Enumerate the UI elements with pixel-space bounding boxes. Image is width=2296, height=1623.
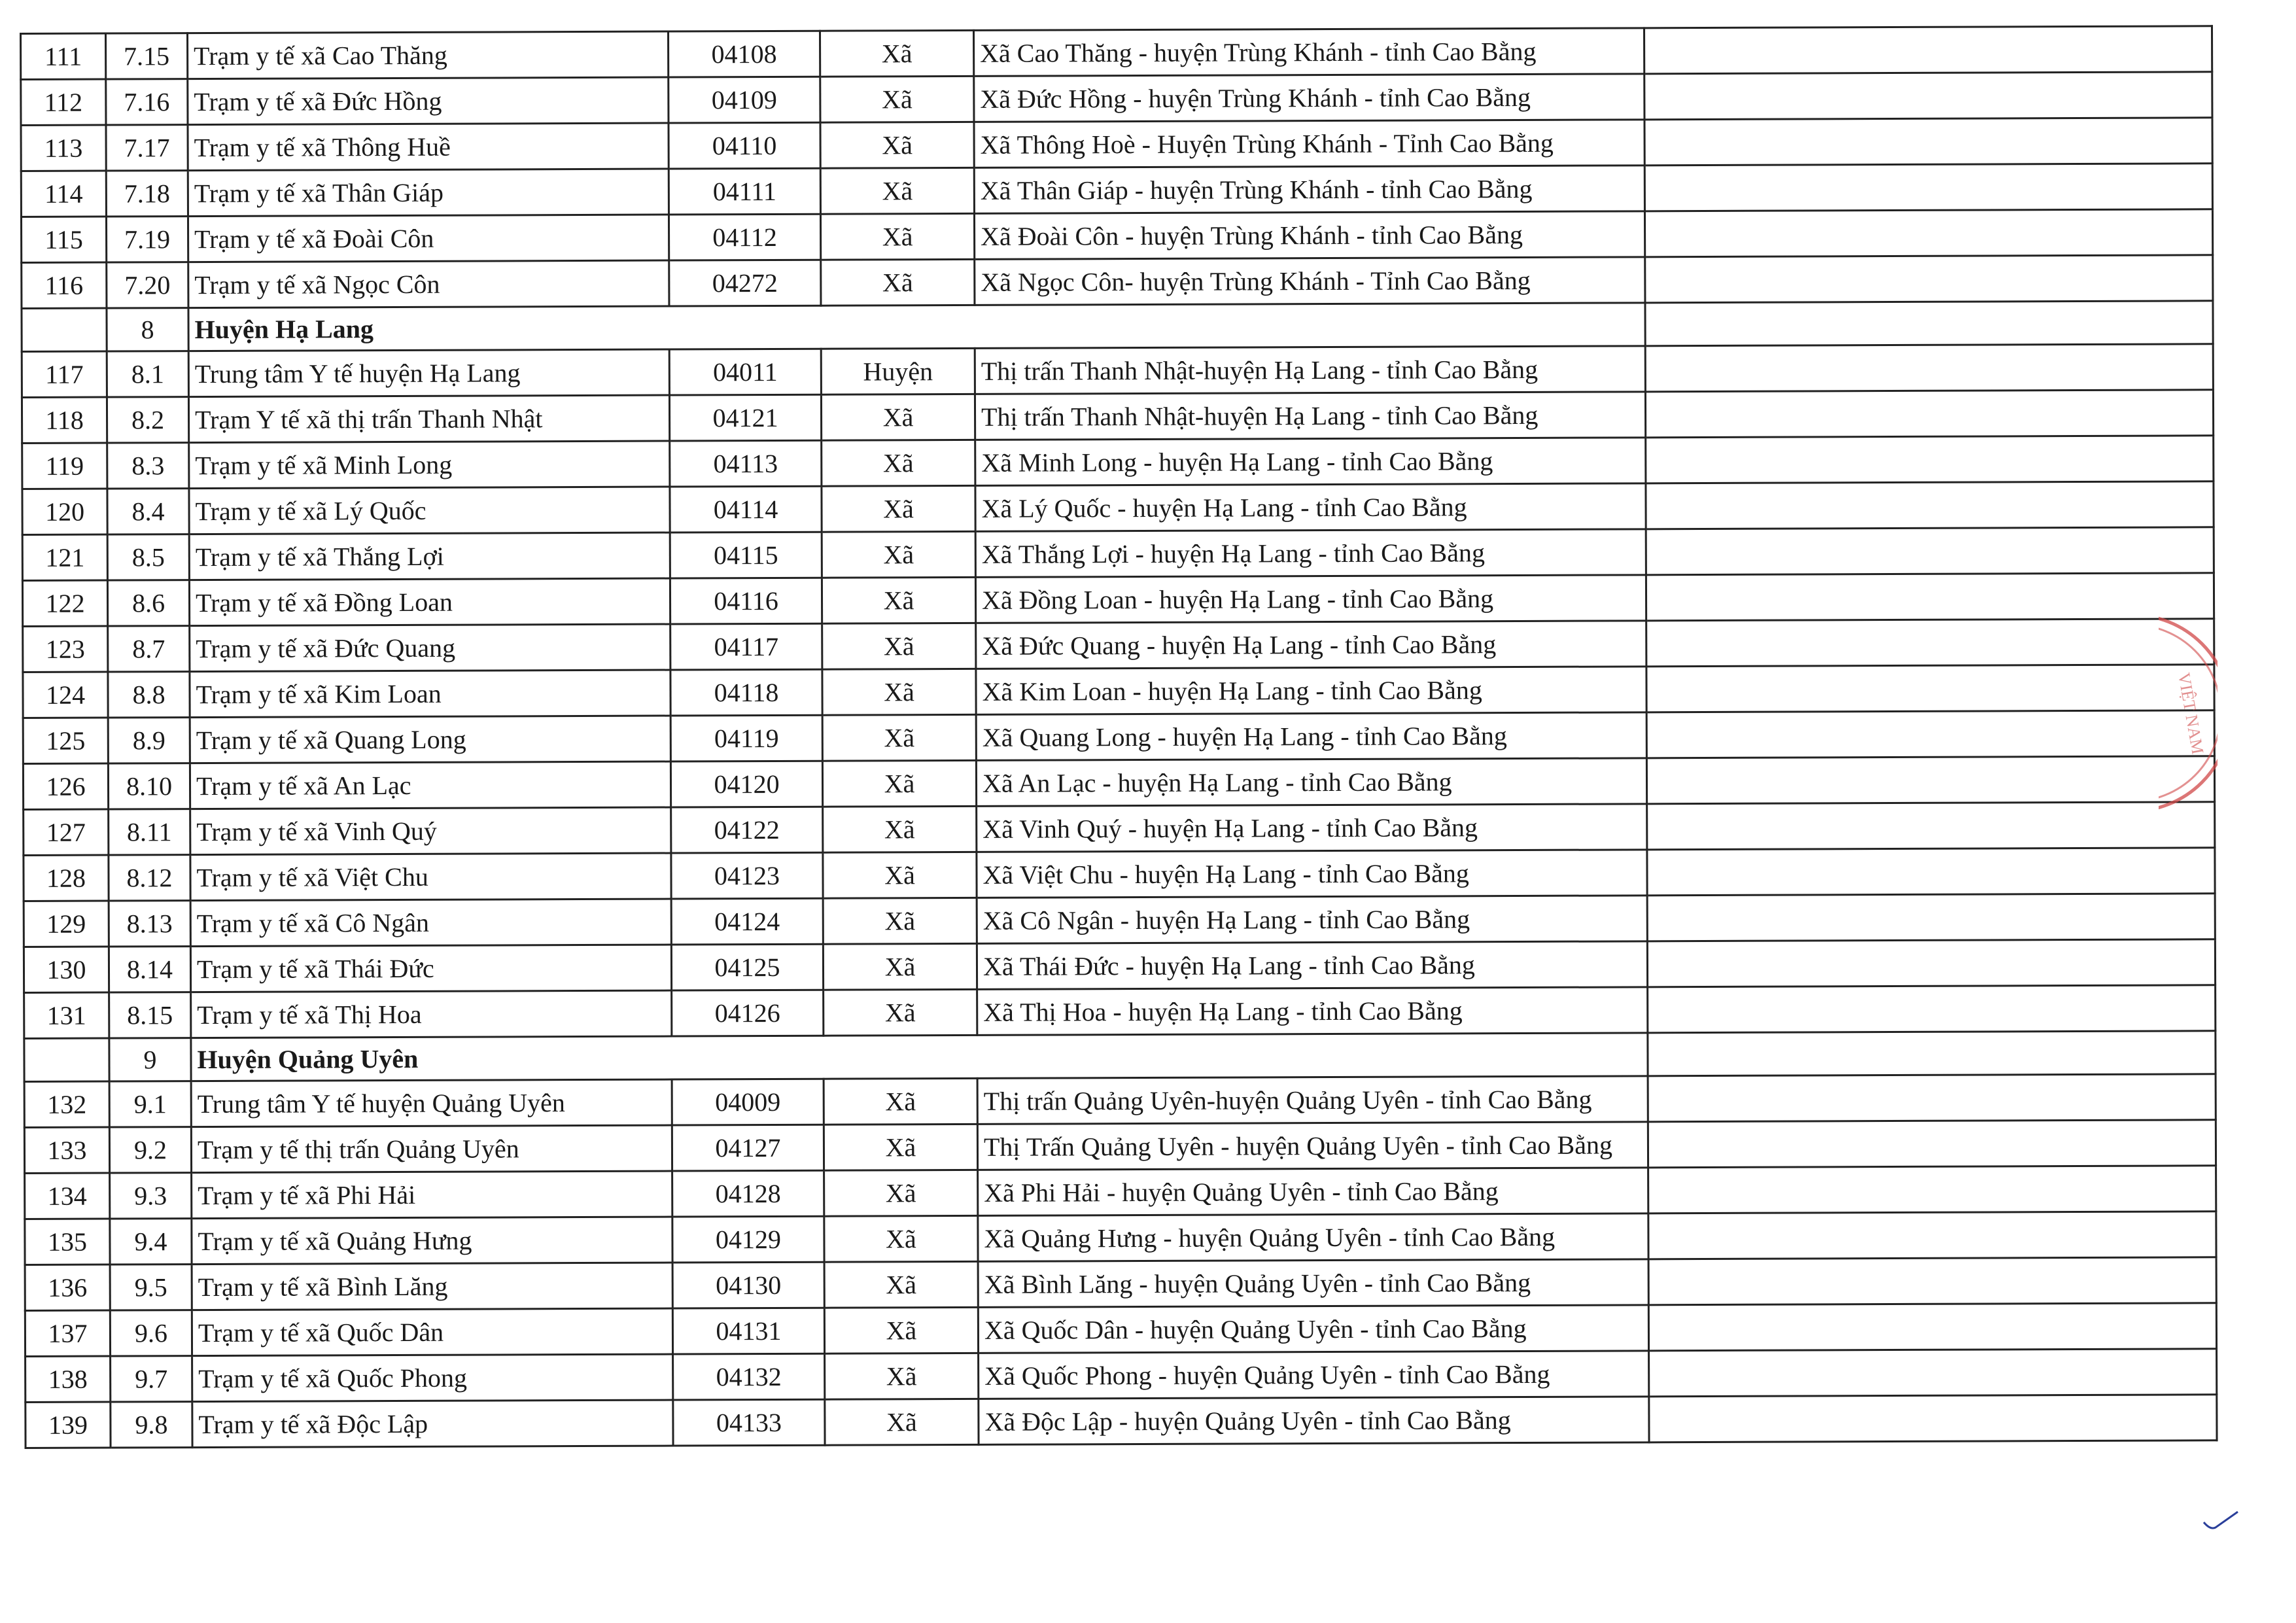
note-cell [1644,118,2212,166]
level-cell: Xã [823,943,977,990]
sub-number-cell: 7.15 [106,33,188,79]
address-cell: Xã Thông Hoè - Huyện Trùng Khánh - Tỉnh Cao Bằng [974,120,1644,168]
table-row [23,619,2214,672]
address-cell: Xã Quảng Hưng - huyện Quảng Uyên - tỉnh Cao Bằng [978,1213,1648,1262]
level-cell: Xã [821,394,975,440]
sub-number-cell: 9.1 [109,1081,191,1127]
address-cell: Xã Bình Lăng - huyện Quảng Uyên - tỉnh Cao Bằng [978,1259,1648,1308]
facility-table [20,25,2218,1449]
level-cell: Xã [820,167,974,214]
note-cell [1646,710,2214,758]
address-cell: Xã An Lạc - huyện Hạ Lang - tỉnh Cao Bằng [976,758,1646,807]
facility-name-cell: Trạm y tế xã Thông Huề [188,123,669,171]
address-cell: Xã Thị Hoa - huyện Hạ Lang - tỉnh Cao Bằng [977,987,1648,1036]
table-row [24,1120,2216,1174]
table-row [21,164,2212,217]
address-cell: Xã Vinh Quý - huyện Hạ Lang - tỉnh Cao Bằng [977,804,1647,852]
facility-code-cell: 04118 [670,669,822,716]
table-row [23,756,2214,810]
facility-name-cell: Trạm y tế xã Cao Thăng [188,31,669,79]
sub-number-cell: 8.13 [109,901,190,947]
facility-code-cell: 04130 [672,1262,824,1308]
facility-name-cell: Trạm y tế xã Quốc Dân [192,1308,672,1356]
address-cell: Thị trấn Thanh Nhật-huyện Hạ Lang - tỉnh Cao Bằng [975,392,1645,440]
sub-number-cell: 8.5 [107,534,189,580]
facility-name-cell: Trạm y tế xã Quốc Phong [192,1354,673,1402]
note-cell [1645,390,2213,438]
address-cell: Xã Đồng Loan - huyện Hạ Lang - tỉnh Cao Bằng [975,575,1646,623]
address-cell: Xã Cô Ngân - huyện Hạ Lang - tỉnh Cao Bằng [977,896,1647,944]
note-cell [1644,164,2212,211]
facility-name-cell: Trạm y tế xã Đồng Loan [189,578,670,626]
facility-name-cell: Trạm y tế xã Đức Hồng [188,77,669,125]
row-number-cell: 111 [21,33,106,79]
note-cell [1648,1303,2216,1351]
sub-number-cell: 8.9 [108,718,190,763]
facility-name-cell: Trạm y tế xã Minh Long [189,441,670,489]
table-row [22,390,2213,444]
row-number-cell: 116 [22,262,107,308]
row-number-cell: 121 [22,534,107,580]
note-cell [1644,209,2212,257]
level-cell: Xã [822,577,975,623]
facility-code-cell: 04113 [670,440,822,487]
address-cell: Thị trấn Quảng Uyên-huyện Quảng Uyên - tỉnh Cao Bằng [977,1076,1648,1125]
note-cell [1645,255,2213,303]
table-row [26,1349,2217,1403]
address-cell: Xã Ngọc Côn- huyện Trùng Khánh - Tỉnh Cao Bằng [975,257,1645,305]
facility-code-cell: 04116 [670,578,822,624]
table-row [24,894,2215,947]
table-row [25,1212,2216,1265]
table-row [22,344,2213,398]
sub-number-cell: 8.11 [109,809,190,855]
facility-name-cell: Trạm y tế xã Quảng Hưng [192,1217,672,1265]
level-cell: Xã [822,669,976,715]
address-cell: Thị Trấn Quảng Uyên - huyện Quảng Uyên - tỉnh Cao Bằng [977,1122,1648,1170]
note-cell [1646,436,2214,483]
facility-code-cell: 04125 [671,944,823,990]
row-number-cell: 135 [25,1219,110,1265]
row-number-cell: 137 [25,1310,110,1356]
facility-name-cell: Trạm y tế xã Thân Giáp [188,169,669,217]
facility-name-cell: Trạm y tế xã Thái Đức [190,945,671,992]
address-cell: Xã Lý Quốc - huyện Hạ Lang - tỉnh Cao Bằng [975,483,1646,532]
level-cell: Xã [823,806,977,852]
note-cell [1647,939,2215,987]
level-cell: Xã [824,1307,978,1353]
address-cell: Xã Thân Giáp - huyện Trùng Khánh - tỉnh Cao Bằng [974,166,1644,214]
facility-code-cell: 04110 [669,122,820,169]
address-cell: Thị trấn Thanh Nhật-huyện Hạ Lang - tỉnh Cao Bằng [975,346,1645,394]
level-cell: Xã [825,1399,979,1445]
address-cell: Xã Phi Hải - huyện Quảng Uyên - tỉnh Cao Bằng [978,1168,1648,1216]
row-number-cell: 126 [23,763,108,809]
row-number-cell: 115 [21,217,106,262]
level-cell: Xã [820,122,974,168]
table-row [25,1257,2216,1311]
note-cell [1648,1120,2216,1168]
level-cell: Huyện [821,348,975,394]
facility-name-cell: Trạm y tế xã Đoài Côn [188,215,669,262]
facility-code-cell: 04108 [668,31,820,77]
table-row [21,209,2212,263]
table-row [21,72,2212,126]
red-seal-stamp [2159,608,2218,818]
row-number-cell: 114 [21,171,106,217]
facility-code-cell: 04115 [670,532,822,578]
sub-number-cell: 8.12 [109,855,190,901]
level-cell: Xã [822,531,975,578]
row-number-cell: 112 [21,79,106,125]
sub-number-cell: 8.8 [108,672,190,718]
table-body [21,26,2218,1448]
sub-number-cell: 7.20 [107,262,188,308]
facility-code-cell: 04128 [672,1170,824,1217]
level-cell: Xã [824,1215,978,1262]
row-number-cell: 118 [22,397,107,443]
facility-name-cell: Trạm y tế xã Bình Lăng [192,1263,672,1310]
row-number-cell: 128 [24,855,109,901]
facility-name-cell: Trạm y tế xã Độc Lập [192,1400,673,1448]
level-cell: Xã [825,1353,979,1399]
address-cell: Xã Đoài Côn - huyện Trùng Khánh - tỉnh Cao Bằng [974,211,1644,260]
address-cell: Xã Quốc Dân - huyện Quảng Uyên - tỉnh Cao Bằng [978,1305,1648,1353]
note-cell [1645,301,2213,346]
table-row [21,26,2212,80]
level-cell: Xã [824,1261,978,1308]
note-cell [1646,665,2214,712]
level-cell: Xã [824,1078,977,1125]
facility-name-cell: Trung tâm Y tế huyện Hạ Lang [188,349,669,397]
row-number-cell: 136 [25,1265,110,1310]
facility-code-cell: 04009 [672,1079,824,1125]
facility-code-cell: 04272 [669,260,821,306]
note-cell [1648,985,2216,1033]
sub-number-cell: 8.6 [107,580,189,626]
facility-name-cell: Trạm y tế xã Lý Quốc [189,487,670,534]
facility-name-cell: Trạm y tế thị trấn Quảng Uyên [191,1125,672,1173]
sub-number-cell: 7.18 [106,171,188,217]
row-number-cell: 124 [23,672,108,718]
group-row [24,1031,2216,1082]
row-number-cell: 131 [24,992,109,1038]
table-row [26,1395,2217,1448]
table-row [24,848,2215,901]
sub-number-cell: 8.3 [107,443,189,489]
sub-number-cell: 7.17 [106,125,188,171]
row-number-cell: 139 [26,1402,111,1448]
facility-code-cell: 04111 [669,168,820,215]
row-number-cell: 125 [23,718,108,763]
row-number-cell: 133 [24,1127,109,1173]
group-number-cell: 9 [109,1038,191,1081]
sub-number-cell: 9.6 [110,1310,192,1356]
facility-code-cell: 04131 [672,1308,824,1354]
table-row [23,710,2214,764]
sub-number-cell: 8.4 [107,489,189,534]
scanned-page [20,25,2216,1550]
sub-number-cell: 9.7 [111,1356,192,1402]
sub-number-cell: 8.15 [109,992,191,1038]
row-number-cell: 113 [21,125,106,171]
sub-number-cell: 9.3 [110,1173,192,1219]
row-number-cell: 129 [24,901,109,947]
address-cell: Xã Thắng Lợi - huyện Hạ Lang - tỉnh Cao Bằng [975,529,1646,578]
table-row [25,1303,2216,1357]
note-cell [1646,481,2214,529]
address-cell: Xã Đức Quang - huyện Hạ Lang - tỉnh Cao Bằng [976,621,1646,669]
facility-code-cell: 04120 [670,761,822,807]
address-cell: Xã Quốc Phong - huyện Quảng Uyên - tỉnh Cao Bằng [979,1351,1649,1399]
note-cell [1648,1166,2216,1213]
table-row [22,481,2214,535]
note-cell [1646,619,2214,667]
facility-code-cell: 04133 [673,1399,825,1446]
level-cell: Xã [822,714,976,761]
address-cell: Xã Việt Chu - huyện Hạ Lang - tỉnh Cao Bằng [977,850,1647,898]
facility-name-cell: Trạm y tế xã An Lạc [190,761,670,809]
note-cell [1644,72,2212,120]
facility-name-cell: Trạm y tế xã Cô Ngân [190,899,671,947]
stamp-text: VIỆT NAM [2174,671,2208,756]
table-row [24,802,2215,856]
level-cell: Xã [824,1124,977,1170]
facility-code-cell: 04109 [669,77,820,123]
table-row [22,527,2214,581]
sub-number-cell: 9.8 [111,1402,192,1448]
facility-code-cell: 04011 [669,349,821,395]
facility-code-cell: 04132 [673,1353,825,1400]
facility-name-cell: Trạm y tế xã Ngọc Côn [188,260,669,308]
level-cell: Xã [824,989,977,1036]
facility-code-cell: 04123 [671,852,823,899]
address-cell: Xã Minh Long - huyện Hạ Lang - tỉnh Cao Bằng [975,438,1646,486]
level-cell: Xã [820,76,974,122]
address-cell: Xã Quang Long - huyện Hạ Lang - tỉnh Cao Bằng [976,712,1646,761]
facility-code-cell: 04129 [672,1216,824,1263]
address-cell: Xã Thái Đức - huyện Hạ Lang - tỉnh Cao Bằng [977,941,1647,990]
row-number-cell [22,308,107,351]
level-cell: Xã [821,259,975,305]
table-row [21,118,2212,171]
facility-name-cell: Trạm Y tế xã thị trấn Thanh Nhật [188,395,669,443]
table-row [22,436,2214,489]
level-cell: Xã [822,485,975,532]
row-number-cell: 117 [22,351,107,397]
group-name-cell: Huyện Hạ Lang [188,303,1645,351]
level-cell: Xã [820,30,973,77]
facility-code-cell: 04114 [670,486,822,532]
facility-name-cell: Trung tâm Y tế huyện Quảng Uyên [191,1079,672,1127]
level-cell: Xã [820,213,974,260]
note-cell [1648,1074,2216,1122]
row-number-cell [24,1038,109,1081]
note-cell [1647,848,2215,896]
facility-name-cell: Trạm y tế xã Thị Hoa [191,990,672,1038]
row-number-cell: 122 [22,580,107,626]
sub-number-cell: 7.19 [106,217,188,262]
level-cell: Xã [823,852,977,898]
table-row [24,939,2215,993]
note-cell [1648,1257,2216,1305]
level-cell: Xã [822,623,976,669]
note-cell [1647,802,2215,850]
sub-number-cell: 9.5 [110,1265,192,1310]
row-number-cell: 138 [26,1356,111,1402]
note-cell [1646,573,2214,621]
check-mark [2201,1508,2240,1537]
row-number-cell: 132 [24,1081,109,1127]
row-number-cell: 134 [25,1173,110,1219]
row-number-cell: 123 [23,626,108,672]
facility-code-cell: 04124 [671,898,823,945]
facility-code-cell: 04112 [669,214,820,260]
facility-name-cell: Trạm y tế xã Đức Quang [190,624,670,672]
note-cell [1644,26,2212,74]
facility-code-cell: 04127 [672,1125,824,1171]
facility-name-cell: Trạm y tế xã Thắng Lợi [189,532,670,580]
level-cell: Xã [822,440,975,486]
note-cell [1649,1349,2217,1397]
note-cell [1648,1031,2216,1076]
facility-name-cell: Trạm y tế xã Quang Long [190,716,670,763]
sub-number-cell: 8.7 [108,626,190,672]
sub-number-cell: 8.1 [107,351,188,397]
table-row [24,1074,2216,1128]
sub-number-cell: 9.4 [110,1219,192,1265]
row-number-cell: 120 [22,489,107,534]
address-cell: Xã Cao Thăng - huyện Trùng Khánh - tỉnh Cao Bằng [973,28,1644,77]
note-cell [1647,894,2215,941]
sub-number-cell: 9.2 [109,1127,191,1173]
note-cell [1645,344,2213,392]
table-row [22,573,2214,627]
sub-number-cell: 8.10 [108,763,190,809]
table-row [22,255,2213,309]
level-cell: Xã [823,898,977,944]
group-number-cell: 8 [107,308,188,351]
group-name-cell: Huyện Quảng Uyên [191,1033,1648,1081]
facility-name-cell: Trạm y tế xã Việt Chu [190,853,671,901]
level-cell: Xã [822,760,976,807]
group-row [22,301,2213,352]
row-number-cell: 127 [24,809,109,855]
facility-name-cell: Trạm y tế xã Phi Hải [192,1171,672,1219]
note-cell [1646,756,2214,804]
facility-name-cell: Trạm y tế xã Vinh Quý [190,807,671,855]
level-cell: Xã [824,1170,978,1216]
address-cell: Xã Kim Loan - huyện Hạ Lang - tỉnh Cao Bằng [976,667,1646,715]
address-cell: Xã Độc Lập - huyện Quảng Uyên - tỉnh Cao Bằng [979,1397,1649,1445]
table-row [24,985,2216,1039]
facility-code-cell: 04126 [672,990,824,1036]
facility-code-cell: 04122 [671,807,823,853]
facility-name-cell: Trạm y tế xã Kim Loan [190,670,670,718]
facility-code-cell: 04117 [670,623,822,670]
note-cell [1649,1395,2217,1442]
table-row [25,1166,2216,1219]
row-number-cell: 130 [24,947,109,992]
row-number-cell: 119 [22,443,107,489]
sub-number-cell: 8.14 [109,947,190,992]
address-cell: Xã Đức Hồng - huyện Trùng Khánh - tỉnh Cao Bằng [974,74,1644,122]
sub-number-cell: 8.2 [107,397,188,443]
facility-code-cell: 04121 [669,394,821,441]
note-cell [1648,1212,2216,1259]
facility-code-cell: 04119 [670,715,822,761]
table-row [23,665,2214,718]
sub-number-cell: 7.16 [106,79,188,125]
note-cell [1646,527,2214,575]
